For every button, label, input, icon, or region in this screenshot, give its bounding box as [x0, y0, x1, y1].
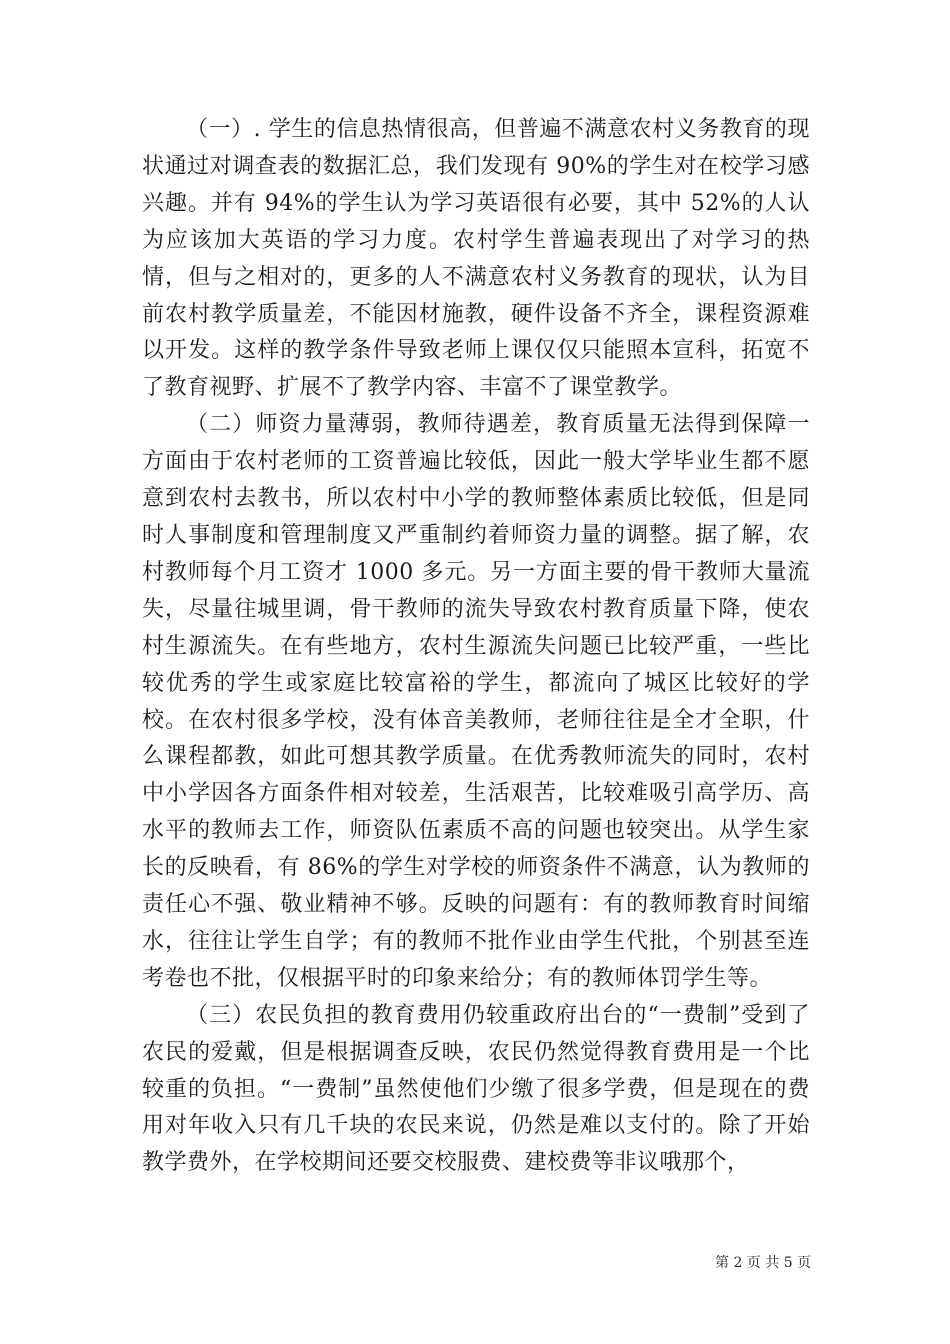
paragraph-1: （一）. 学生的信息热情很高，但普遍不满意农村义务教育的现状通过对调查表的数据汇总，我们发现有 90%的学生对在校学习感兴趣。并有 94%的学生认为学习英语很有必要，其中 52%的人认为应该加大英语的学习力度。农村学生普遍表现出了对学习的热情，但与之相对的，更多的人不满意农村义务教育的现状，认为目前农村教学质量差，不能因材施教，硬件设备不齐全，课程资源难以开发。这样的教学条件导致老师上课仅仅只能照本宣科，拓宽不了教育视野、扩展不了教学内容、丰富不了课堂教学。 [142, 117, 810, 401]
page-number-footer: 第 2 页 共 5 页 [715, 1255, 812, 1271]
paragraph-3: （三）农民负担的教育费用仍较重政府出台的“一费制”受到了农民的爱戴，但是根据调查反映，农民仍然觉得教育费用是一个比较重的负担。“一费制”虽然使他们少缴了很多学费，但是现在的费用对年收入只有几千块的农民来说，仍然是难以支付的。除了开始教学费外，在学校期间还要交校服费、建校费等非议哦那个， [142, 1002, 810, 1176]
document-body [142, 112, 810, 1182]
paragraph-2: （二）师资力量薄弱，教师待遇差，教育质量无法得到保障一方面由于农村老师的工资普遍比较低，因此一般大学毕业生都不愿意到农村去教书，所以农村中小学的教师整体素质比较低，但是同时人事制度和管理制度又严重制约着师资力量的调整。据了解，农村教师每个月工资才 1000 多元。另一方面主要的骨干教师大量流失，尽量往城里调，骨干教师的流失导致农村教育质量下降，使农村生源流失。在有些地方，农村生源流失问题已比较严重，一些比较优秀的学生或家庭比较富裕的学生，都流向了城区比较好的学校。在农村很多学校，没有体音美教师，老师往往是全才全职，什么课程都教，如此可想其教学质量。在优秀教师流失的同时，农村中小学因各方面条件相对较差，生活艰苦，比较难吸引高学历、高水平的教师去工作，师资队伍素质不高的问题也较突出。从学生家长的反映看，有 86%的学生对学校的师资条件不满意，认为教师的责任心不强、敬业精神不够。反映的问题有：有的教师教育时间缩水，往往让学生自学；有的教师不批作业由学生代批，个别甚至连考卷也不批，仅根据平时的印象来给分；有的教师体罚学生等。 [142, 412, 810, 991]
